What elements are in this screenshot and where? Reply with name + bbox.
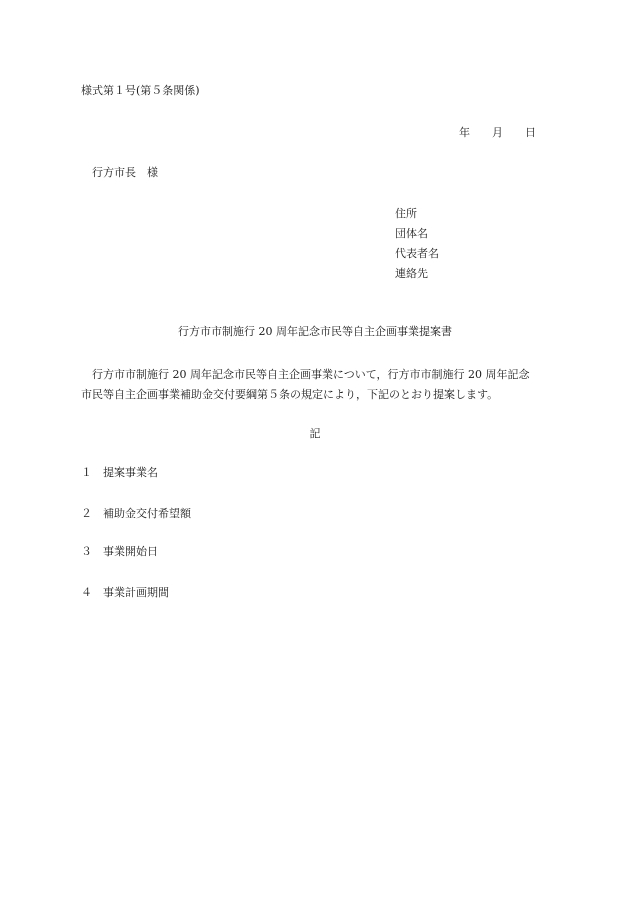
- document-title: 行方市市制施行 20 周年記念市民等自主企画事業提案書: [178, 325, 452, 338]
- addressee-name: 行方市長: [92, 166, 136, 179]
- list-item: [81, 546, 158, 557]
- item-label: 提案事業名: [103, 466, 158, 479]
- body-line-1: 行方市市制施行 20 周年記念市民等自主企画事業について，行方市市制施行 20 周年記念: [92, 368, 530, 381]
- applicant-block: [395, 208, 439, 288]
- addressee: [92, 167, 158, 178]
- item-number: ３: [81, 545, 92, 558]
- date-line: [459, 127, 536, 138]
- year-label: 年: [459, 126, 470, 139]
- address-label: 住所: [395, 207, 417, 220]
- item-number: ４: [81, 586, 92, 599]
- list-item: [81, 467, 158, 478]
- item-label: 補助金交付希望額: [103, 507, 191, 520]
- contact-label: 連絡先: [395, 267, 428, 280]
- form-number: 様式第１号(第５条関係): [81, 84, 200, 97]
- item-number: ２: [81, 507, 92, 520]
- item-number: １: [81, 466, 92, 479]
- addressee-honorific: 様: [147, 166, 158, 179]
- list-item: [81, 587, 169, 598]
- month-label: 月: [492, 126, 503, 139]
- group-name-label: 団体名: [395, 227, 428, 240]
- body-paragraph: [81, 365, 530, 405]
- item-label: 事業計画期間: [103, 586, 169, 599]
- body-line-2: 市民等自主企画事業補助金交付要綱第５条の規定により，下記のとおり提案します。: [81, 388, 499, 401]
- list-item: [81, 508, 191, 519]
- representative-label: 代表者名: [395, 247, 439, 260]
- day-label: 日: [525, 126, 536, 139]
- item-label: 事業開始日: [103, 545, 158, 558]
- ki-heading: 記: [309, 427, 321, 440]
